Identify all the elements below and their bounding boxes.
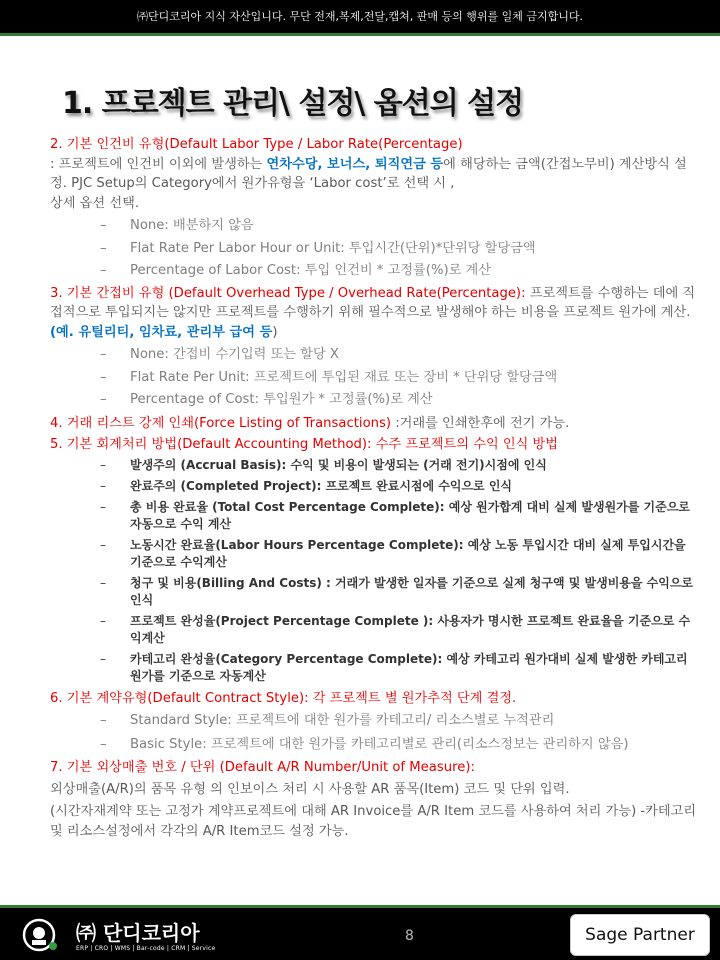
list-item: – Basic Style: 프로젝트에 대한 원가를 카테고리별로 관리(리소스정보는 관리하지 않음) — [50, 735, 700, 755]
main-content — [50, 134, 700, 841]
list-item: – 발생주의 (Accrual Basis): 수익 및 비용이 발생되는 (거래 전기)시점에 인식 — [50, 457, 700, 474]
company-logo-icon — [20, 916, 58, 954]
copyright-notice: ㈜단디코리아 지식 자산입니다. 무단 전재,복제,전달,캡쳐, 판매 등의 행위를 일체 금지합니다. — [137, 10, 583, 23]
section-7-heading: 7. 기본 외상매출 번호 / 단위 (Default A/R Number/Unit of Measure): — [50, 760, 475, 775]
section-3-heading: 3. 기본 간접비 유형 (Default Overhead Type / Overhead Rate(Percentage): — [50, 285, 526, 301]
list-item: – Percentage of Labor Cost: 투입 인건비 * 고정률(%)로 계산 — [50, 261, 700, 281]
section-2-description-cont: 상세 옵션 선택. — [50, 195, 140, 211]
company-services: ERP | CRO | WMS | Bar-code | CRM | Service — [76, 945, 216, 952]
list-item: – None: 배분하지 않음 — [50, 216, 700, 236]
list-item: – Flat Rate Per Labor Hour or Unit: 투입시간(단위)*단위당 할당금액 — [50, 239, 700, 259]
section-4-heading: 4. 거래 리스트 강제 인쇄(Force Listing of Transactions) — [50, 415, 392, 431]
list-item: – Flat Rate Per Unit: 프로젝트에 투입된 재료 또는 장비 * 단위당 할당금액 — [50, 368, 700, 388]
page-number: 8 — [405, 928, 414, 944]
section-4: 4. 거래 리스트 강제 인쇄(Force Listing of Transactions) :거래를 인쇄한후에 전기 가능. — [50, 415, 570, 431]
section-5-list — [50, 457, 700, 685]
page-title: 1. 프로젝트 관리\ 설정\ 옵션의 설정 — [62, 86, 524, 121]
section-7-line-2: (시간자재계약 또는 고정가 계약프로젝트에 대해 AR Invoice를 A/R Item 코드를 사용하여 처리 가능) -카테고리 및 리소스설정에서 각각의 A/R Item코드 설정 가능. — [50, 804, 697, 839]
section-2-heading: 2. 기본 인건비 유형(Default Labor Type / Labor Rate(Percentage) — [50, 137, 463, 152]
footer-bar — [0, 905, 720, 960]
list-item: – 완료주의 (Completed Project): 프로젝트 완료시점에 수익으로 인식 — [50, 478, 700, 495]
section-3-list — [50, 345, 700, 410]
list-item: – 노동시간 완료율(Labor Hours Percentage Complete): 예상 노동 투입시간 대비 실제 투입시간을 기준으로 수익계산 — [50, 537, 700, 571]
section-3-heading-block: 3. 기본 간접비 유형 (Default Overhead Type / Overhead Rate(Percentage): 프로젝트를 수행하는 데에 직접적으로 투입되지는 않지만 프로젝트를 수행하기 위해 필수적으로 발생해야 하는 비용을 프로젝트 원가에 계산. (예. 유틸리티, 임차료, 관리부 급여 등) — [50, 285, 696, 340]
list-item: – 프로젝트 완성율(Project Percentage Complete ): 사용자가 명시한 프로젝트 완료율을 기준으로 수익계산 — [50, 613, 700, 647]
list-item: – None: 간접비 수기입력 또는 할당 X — [50, 345, 700, 365]
sage-partner-logo: Sage Partner — [570, 914, 710, 956]
section-5-heading: 5. 기본 회계처리 방법(Default Accounting Method): 수주 프로젝트의 수익 인식 방법 — [50, 437, 559, 452]
list-item: – 총 비용 완료율 (Total Cost Percentage Complete): 예상 원가합계 대비 실제 발생원가를 기준으로 자동으로 수익 계산 — [50, 499, 700, 533]
list-item: – 청구 및 비용(Billing And Costs) : 거래가 발생한 일자를 기준으로 실제 청구액 및 발생비용을 수익으로 인식 — [50, 575, 700, 609]
section-6-heading: 6. 기본 계약유형(Default Contract Style): 각 프로젝트 별 원가추적 단계 결정. — [50, 690, 517, 706]
list-item: – Standard Style: 프로젝트에 대한 원가를 카테고리/ 리소스별로 누적관리 — [50, 711, 700, 731]
section-6-list — [50, 711, 700, 754]
list-item: – Percentage of Cost: 투입원가 * 고정률(%)로 계산 — [50, 390, 700, 410]
top-notice-bar — [0, 0, 720, 36]
company-name: ㈜ 단디코리아 — [76, 921, 200, 945]
list-item: – 카테고리 완성율(Category Percentage Complete): 예상 카테고리 원가대비 실제 발생한 카테고리 원가를 기준으로 자동계산 — [50, 651, 700, 685]
section-2-description: : 프로젝트에 인건비 이외에 발생하는 연차수당, 보너스, 퇴직연금 등에 해당하는 금액(간접노무비) 계산방식 설정. PJC Setup의 Category에서 원가유형을 ‘Labor cost’로 선택 시 , — [50, 156, 687, 191]
section-2-list — [50, 216, 700, 281]
section-7-line-1: 외상매출(A/R)의 품목 유형 의 인보이스 처리 시 사용할 AR 품목(Item) 코드 및 단위 입력. — [50, 781, 570, 797]
